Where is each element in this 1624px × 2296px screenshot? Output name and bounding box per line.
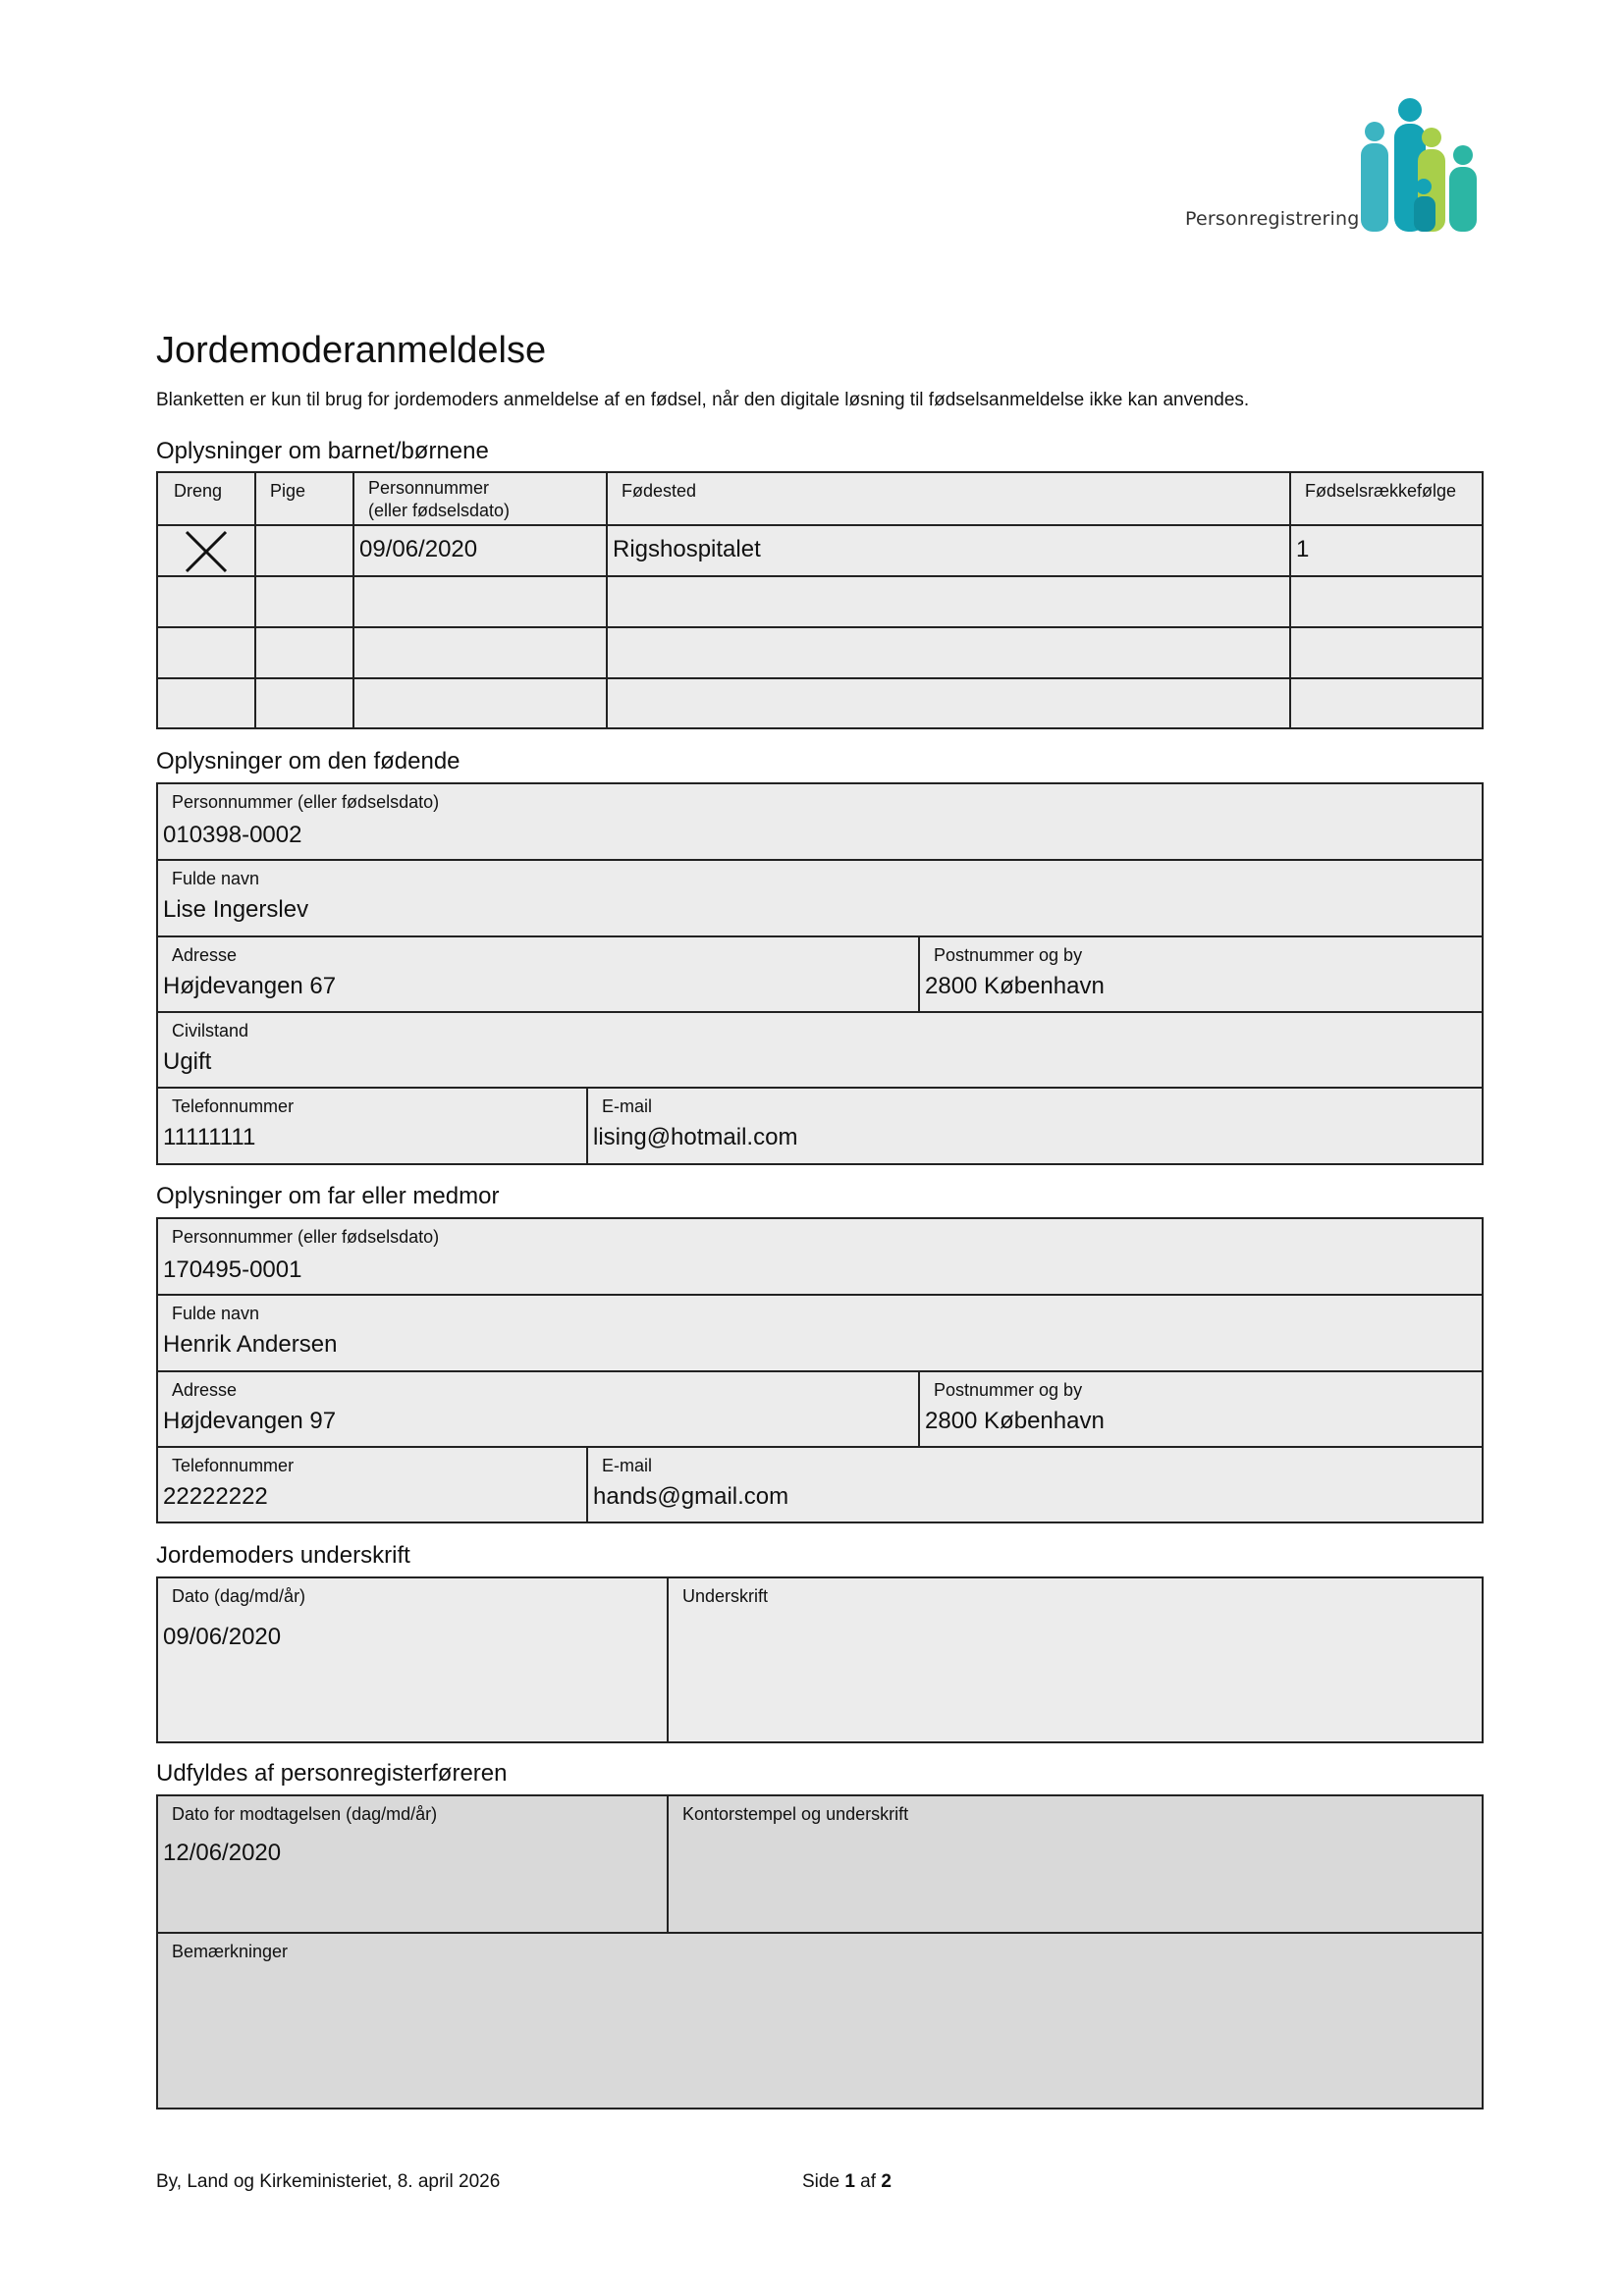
children-heading: Oplysninger om barnet/børnene bbox=[156, 438, 489, 464]
mother-civilstand-field[interactable]: Civilstand Ugift bbox=[158, 1013, 1484, 1089]
registrar-dato-field[interactable]: Dato for modtagelsen (dag/md/år) 12/06/2020 bbox=[158, 1796, 669, 1934]
child-4-raekkefolge-field[interactable] bbox=[1291, 679, 1484, 729]
child-4-pige-checkbox[interactable] bbox=[256, 679, 354, 729]
child-2-pige-checkbox[interactable] bbox=[256, 577, 354, 628]
registrar-bemaerkninger-field[interactable]: Bemærkninger bbox=[172, 1942, 289, 1961]
registrar-heading: Udfyldes af personregisterføreren bbox=[156, 1760, 508, 1787]
child-3-raekkefolge-field[interactable] bbox=[1291, 628, 1484, 679]
child-1-fodested-field[interactable]: Rigshospitalet bbox=[608, 526, 1291, 577]
child-2-raekkefolge-field[interactable] bbox=[1291, 577, 1484, 628]
mother-heading: Oplysninger om den fødende bbox=[156, 748, 460, 774]
father-heading: Oplysninger om far eller medmor bbox=[156, 1183, 500, 1209]
header-fodested: Fødested bbox=[608, 473, 1291, 526]
mother-navn-field[interactable]: Fulde navn Lise Ingerslev bbox=[158, 861, 1484, 937]
child-3-personnummer-field[interactable] bbox=[354, 628, 608, 679]
child-2-personnummer-field[interactable] bbox=[354, 577, 608, 628]
midwife-heading: Jordemoders underskrift bbox=[156, 1542, 410, 1569]
father-email-field[interactable]: E-mail hands@gmail.com bbox=[593, 1456, 789, 1510]
father-postnr-field[interactable]: Postnummer og by 2800 København bbox=[920, 1372, 1484, 1448]
children-table bbox=[156, 471, 1484, 729]
mother-email-field[interactable]: E-mail lising@hotmail.com bbox=[593, 1096, 798, 1150]
page-title: Jordemoderanmeldelse bbox=[156, 330, 547, 371]
child-4-fodested-field[interactable] bbox=[608, 679, 1291, 729]
child-2-fodested-field[interactable] bbox=[608, 577, 1291, 628]
child-1-pige-checkbox[interactable] bbox=[256, 526, 354, 577]
checked-x-icon bbox=[184, 529, 229, 574]
child-4-dreng-checkbox[interactable] bbox=[158, 679, 256, 729]
mother-personnummer-field[interactable]: Personnummer (eller fødselsdato) 010398-0002 bbox=[158, 784, 1484, 861]
child-3-dreng-checkbox[interactable] bbox=[158, 628, 256, 679]
registrar-stempel-field[interactable]: Kontorstempel og underskrift bbox=[669, 1796, 1484, 1934]
midwife-dato-field[interactable]: Dato (dag/md/år) 09/06/2020 bbox=[158, 1578, 669, 1743]
header-dreng: Dreng bbox=[158, 473, 256, 526]
child-2-dreng-checkbox[interactable] bbox=[158, 577, 256, 628]
child-3-fodested-field[interactable] bbox=[608, 628, 1291, 679]
header-pige: Pige bbox=[256, 473, 354, 526]
people-family-icon bbox=[1353, 96, 1487, 234]
mother-postnr-field[interactable]: Postnummer og by 2800 København bbox=[920, 937, 1484, 1013]
child-4-personnummer-field[interactable] bbox=[354, 679, 608, 729]
footer-source: By, Land og Kirkeministeriet, 8. april 2026 bbox=[156, 2171, 501, 2192]
child-3-pige-checkbox[interactable] bbox=[256, 628, 354, 679]
header-raekkefolge: Fødselsrækkefølge bbox=[1291, 473, 1484, 526]
father-adresse-field[interactable]: Adresse Højdevangen 97 bbox=[158, 1372, 920, 1448]
father-form bbox=[156, 1217, 1484, 1523]
mother-form bbox=[156, 782, 1484, 1165]
father-telefon-field[interactable]: Telefonnummer 22222222 bbox=[158, 1448, 588, 1523]
father-personnummer-field[interactable]: Personnummer (eller fødselsdato) 170495-0001 bbox=[158, 1219, 1484, 1296]
midwife-underskrift-field[interactable]: Underskrift bbox=[682, 1586, 769, 1606]
father-navn-field[interactable]: Fulde navn Henrik Andersen bbox=[158, 1296, 1484, 1372]
logo-text: Personregistrering bbox=[1185, 208, 1360, 230]
mother-telefon-field[interactable]: Telefonnummer 11111111 bbox=[158, 1089, 588, 1165]
child-1-raekkefolge-field[interactable]: 1 bbox=[1291, 526, 1484, 577]
mother-adresse-field[interactable]: Adresse Højdevangen 67 bbox=[158, 937, 920, 1013]
registrar-form bbox=[156, 1794, 1484, 2109]
intro-text: Blanketten er kun til brug for jordemoders anmeldelse af en fødsel, når den digitale løsning til fødselsanmeldelse ikke kan anvendes. bbox=[156, 390, 1250, 410]
midwife-form bbox=[156, 1576, 1484, 1743]
child-1-personnummer-field[interactable]: 09/06/2020 bbox=[354, 526, 608, 577]
footer-page-number: Side 1 af 2 bbox=[802, 2171, 892, 2192]
child-1-dreng-checkbox[interactable] bbox=[158, 526, 256, 577]
header-personnummer: Personnummer (eller fødselsdato) bbox=[354, 473, 608, 526]
